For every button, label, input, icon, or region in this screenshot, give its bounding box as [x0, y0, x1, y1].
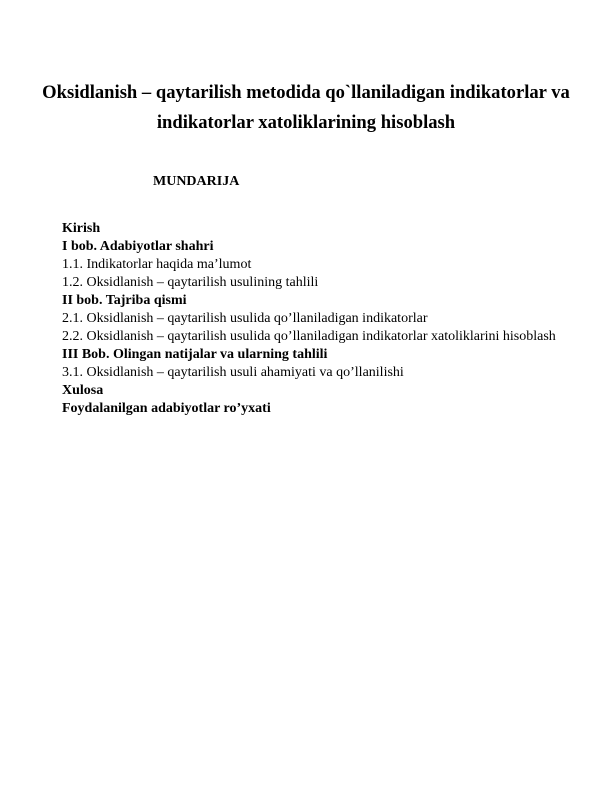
toc-item-xulosa: Xulosa	[62, 383, 104, 398]
toc-item-chapter-3: III Bob. Olingan natijalar va ularning tahlili	[62, 347, 328, 362]
toc-item-2-1: 2.1. Oksidlanish – qaytarilish usulida qo’llaniladigan indikatorlar	[62, 311, 428, 326]
toc-item-3-1: 3.1. Oksidlanish – qaytarilish usuli ahamiyati va qo’llanilishi	[62, 365, 404, 380]
toc-item-1-1: 1.1. Indikatorlar haqida ma’lumot	[62, 257, 252, 272]
toc-item-1-2: 1.2. Oksidlanish – qaytarilish usulining tahlili	[62, 275, 319, 290]
toc-item-chapter-2: II bob. Tajriba qismi	[62, 293, 187, 308]
toc-item-references: Foydalanilgan adabiyotlar ro’yxati	[62, 401, 271, 416]
table-of-contents	[62, 220, 574, 418]
toc-item-chapter-1: I bob. Adabiyotlar shahri	[62, 239, 214, 254]
toc-item-2-2: 2.2. Oksidlanish – qaytarilish usulida qo’llaniladigan indikatorlar xatoliklarini hisoblash	[62, 329, 556, 344]
toc-heading: MUNDARIJA	[153, 174, 240, 189]
toc-item-kirish: Kirish	[62, 221, 101, 236]
document-title: Oksidlanish – qaytarilish metodida qo`llaniladigan indikatorlar va indikatorlar xatoliklarining hisoblash	[42, 82, 570, 133]
